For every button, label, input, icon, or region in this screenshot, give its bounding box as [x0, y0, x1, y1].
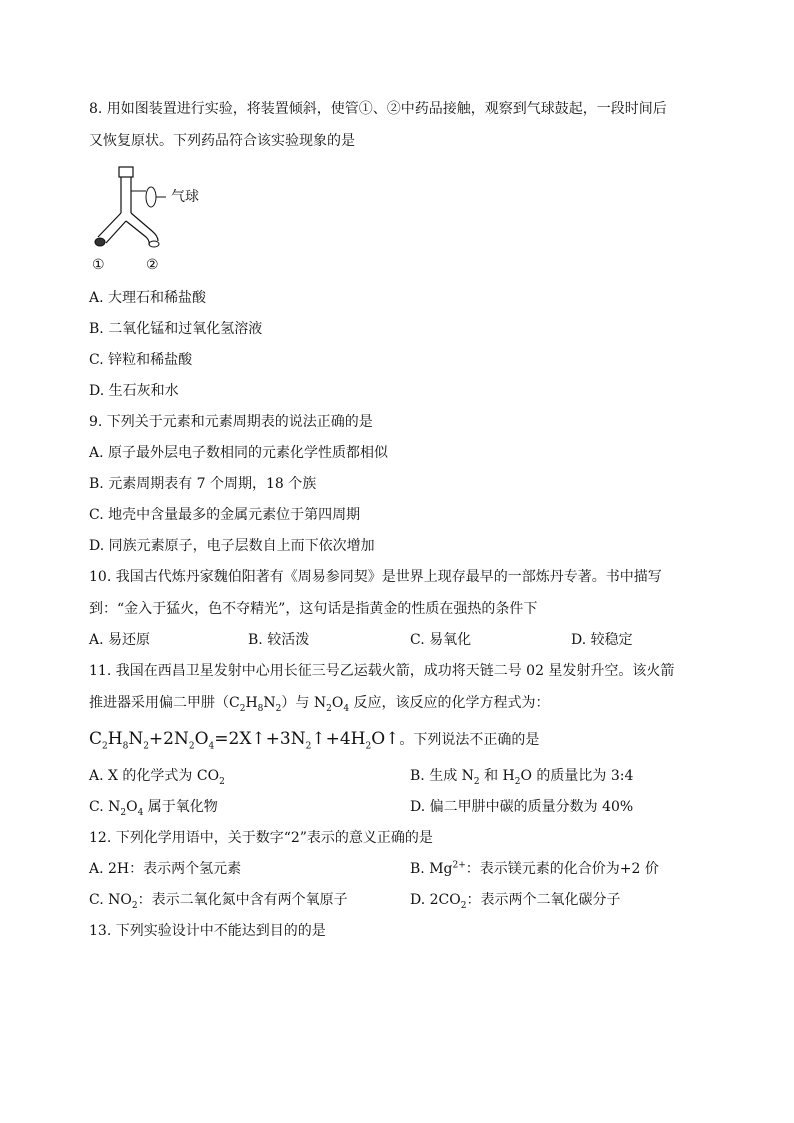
tube1-label: ①: [92, 257, 105, 273]
q11-chemical-equation: $C_2H_8N_2+2N_2O_4=2X↑+3N_2↑+4H_2O↑$。下列说法不正确的是: [89, 729, 540, 752]
q8-stem-line2: 又恢复原状。下列药品符合该实验现象的是: [89, 133, 355, 149]
q10-option-a: A. 易还原: [89, 632, 151, 648]
q11-option-c: C. $N_2O_4$ 属于氧化物: [89, 799, 218, 818]
q9-option-d: D. 同族元素原子，电子层数自上而下依次增加: [89, 538, 375, 554]
q11-stem-line1: 11. 我国在西昌卫星发射中心用长征三号乙运载火箭，成功将天链二号 02 星发射升空。该火箭: [89, 663, 675, 679]
q12-option-a: A. 2H：表示两个氢元素: [89, 861, 242, 877]
q12-option-c: C. $NO_2$：表示二氧化氮中含有两个氧原子: [89, 892, 348, 911]
q11-option-d: D. 偏二甲肼中碳的质量分数为 40%: [410, 799, 634, 815]
balloon-shape: [146, 187, 156, 207]
stopper-shape: [119, 167, 133, 177]
tube1-solid-shape: [95, 238, 105, 246]
q11-option-a: A. X 的化学式为 $CO_2$: [89, 768, 225, 787]
q10-option-d: D. 较稳定: [571, 632, 633, 648]
q13-stem: 13. 下列实验设计中不能达到目的的是: [89, 923, 326, 939]
q12-option-b: B. $Mg^{2+}$：表示镁元素的化合价为+2 价: [410, 860, 659, 877]
q8-option-b: B. 二氧化锰和过氧化氢溶液: [89, 321, 263, 337]
q12-stem: 12. 下列化学用语中，关于数字“2”表示的意义正确的是: [89, 830, 433, 846]
q8-option-c: C. 锌粒和稀盐酸: [89, 352, 193, 368]
q11-stem-line2: 推进器采用偏二甲肼$(C_2H_8N_2)$与 $N_2O_4$ 反应，该反应的化学方程式为：: [89, 695, 550, 714]
q10-stem-line1: 10. 我国古代炼丹家魏伯阳著有《周易参同契》是世界上现存最早的一部炼丹专著。书中描写: [89, 569, 662, 585]
q8-stem-line1: 8. 用如图装置进行实验，将装置倾斜，使管①、②中药品接触，观察到气球鼓起，一段时间后: [89, 101, 667, 117]
q8-option-a: A. 大理石和稀盐酸: [89, 290, 207, 306]
q9-option-c: C. 地壳中含量最多的金属元素位于第四周期: [89, 507, 361, 523]
q11-option-b: B. 生成 $N_2$ 和 $H_2O$ 的质量比为 3:4: [410, 768, 634, 787]
q10-option-b: B. 较活泼: [248, 632, 310, 648]
balloon-label: 气球: [171, 189, 199, 205]
q9-stem: 9. 下列关于元素和元素周期表的说法正确的是: [89, 414, 373, 430]
q10-stem-line2: 到：“金入于猛火，色不夺精光”，这句话是指黄金的性质在强热的条件下: [89, 601, 538, 617]
q10-option-c: C. 易氧化: [410, 632, 472, 648]
tube2-label: ②: [146, 257, 159, 273]
tube2-end-shape: [149, 241, 159, 247]
q9-option-a: A. 原子最外层电子数相同的元素化学性质都相似: [89, 445, 389, 461]
q8-option-d: D. 生石灰和水: [89, 383, 179, 399]
q12-option-d: D. $2CO_2$：表示两个二氧化碳分子: [410, 892, 621, 911]
q9-option-b: B. 元素周期表有 7 个周期，18 个族: [89, 476, 317, 492]
